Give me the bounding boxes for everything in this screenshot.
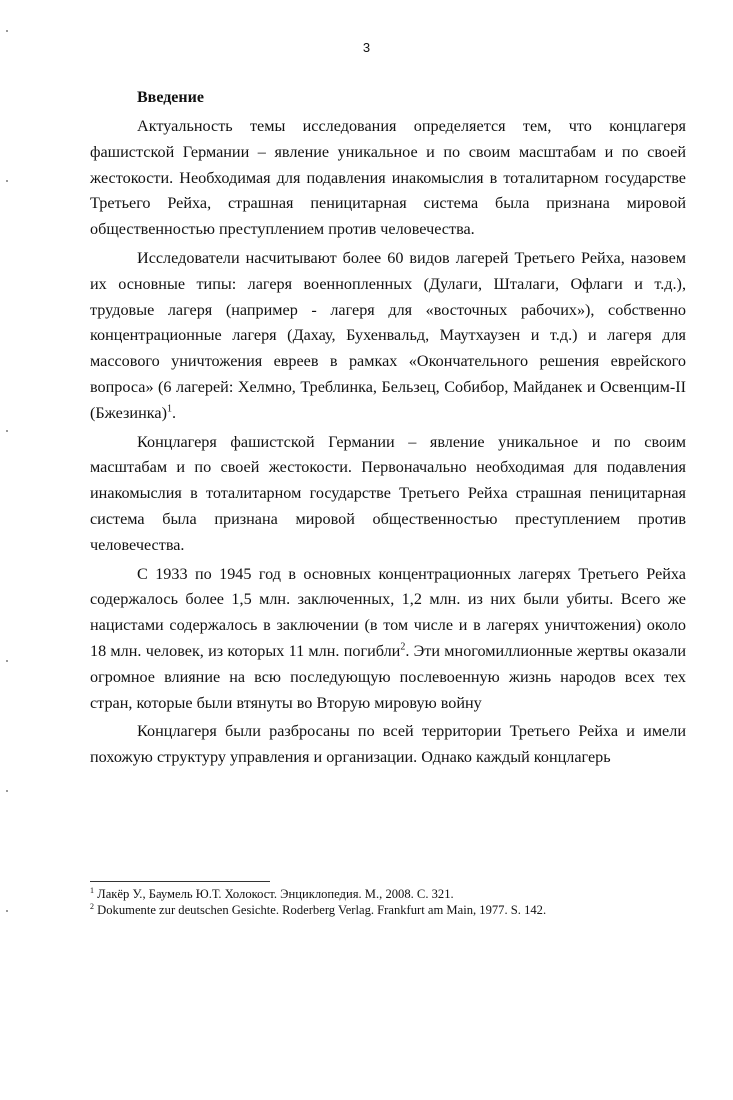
paragraph (90, 562, 686, 717)
body-text (90, 114, 686, 774)
scan-artifact (6, 910, 8, 912)
footnote-ref: 2 (400, 641, 406, 653)
footnote-marker: 2 (90, 901, 94, 911)
paragraph-text: Исследователи насчитывают более 60 видов лагерей Третьего Рейха, назовем их основные типы: лагеря военнопленных (Дулаги, Шталаги, Офлаги и т.д.), трудовые лагеря (например - лагеря для «восточных рабочих»), собственно концентрационные лагеря (Дахау, Бухенвальд, Маутхаузен и т.д.) и лагеря для массового уничтожения евреев в рамках «Окончательного решения еврейского вопроса» (6 лагерей: Хелмно, Треблинка, Бельзец, Собибор, Майданек и Освенцим-II (Бжезинка) (90, 248, 686, 422)
paragraph-text: Концлагеря фашистской Германии – явление уникальное и по своим масштабам и по своей жестокости. Первоначально необходимая для подавления инакомыслия в тоталитарном государстве Третьего Рейха страшная пеницитарная система была признана мировой общественностью преступлением против человечества. (90, 432, 686, 554)
scan-artifact (6, 430, 8, 432)
paragraph-text-tail: . Эти многомиллионные жертвы оказали огромное влияние на всю последующую послевоенную жизнь народов всех тех стран, которые были втянуты во Вторую мировую войну (90, 641, 686, 712)
scan-artifact (6, 180, 8, 182)
scan-artifact (6, 30, 8, 32)
footnote-text: Dokumente zur deutschen Gesichte. Roderberg Verlag. Frankfurt am Main, 1977. S. 142. (97, 903, 547, 917)
section-heading: Введение (137, 89, 204, 106)
paragraph (90, 246, 686, 427)
footnotes (90, 886, 690, 918)
footnote-ref: 1 (166, 403, 172, 415)
paragraph-text: Концлагеря были разбросаны по всей территории Третьего Рейха и имели похожую структуру управления и организации. Однако каждый концлагерь (90, 722, 686, 767)
paragraph-text: Актуальность темы исследования определяется тем, что концлагеря фашистской Германии – явление уникальное и по своим масштабам и по своей жестокости. Необходимая для подавления инакомыслия в тоталитарном государстве Третьего Рейха, страшная пеницитарная система была признана мировой общественностью преступлением против человечества. (90, 117, 686, 239)
footnote (90, 886, 690, 902)
footnote-marker: 1 (90, 885, 94, 895)
footnote-divider (90, 881, 270, 882)
scan-artifact (6, 660, 8, 662)
page-number: 3 (362, 40, 371, 55)
paragraph-text-tail: . (171, 403, 177, 422)
paragraph-text: С 1933 по 1945 год в основных концентрационных лагерях Третьего Рейха содержалось более 1,5 млн. заключенных, 1,2 млн. из них были убиты. Всего же нацистами содержалось в заключении (в том числе и в лагерях уничтожения) около 18 млн. человек, из которых 11 млн. погибли (90, 564, 686, 660)
footnote (90, 902, 690, 918)
scan-artifact (6, 790, 8, 792)
footnote-text: Лакёр У., Баумель Ю.Т. Холокост. Энциклопедия. М., 2008. С. 321. (97, 887, 454, 901)
paragraph (90, 430, 686, 559)
paragraph (90, 719, 686, 771)
paragraph (90, 114, 686, 243)
